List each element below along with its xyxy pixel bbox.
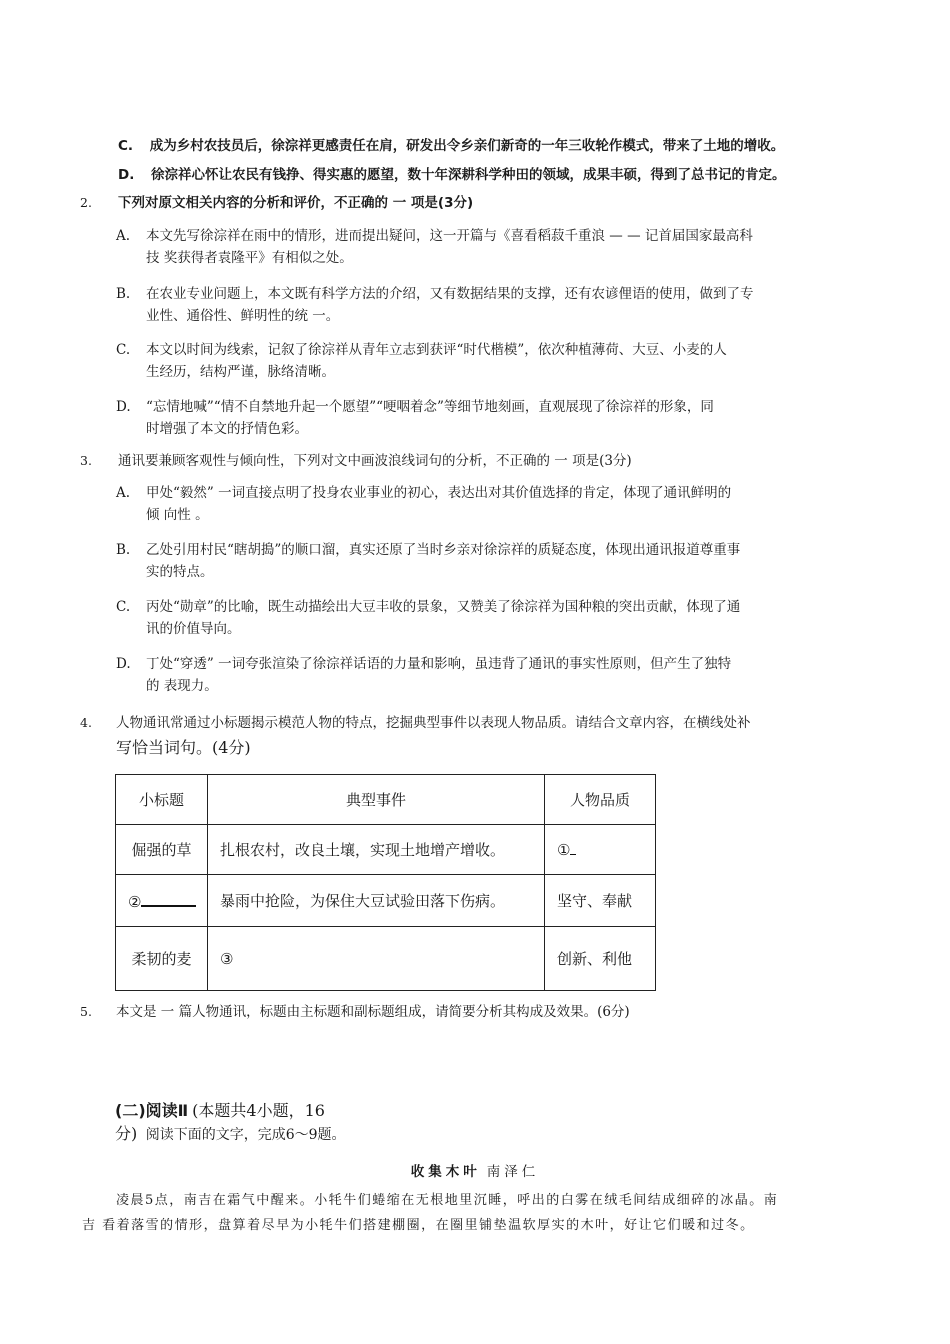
q3-option-c-line1: 丙处“勋章”的比喻，既生动描绘出大豆丰收的景象，又赞美了徐淙祥为国种粮的突出贡献，体现了通 — [146, 599, 741, 615]
section-2-line2-a: 分) — [115, 1124, 138, 1143]
story-line-1: 凌晨5点，南吉在霜气中醒来。小牦牛们蜷缩在无根地里沉睡，呼出的白雾在绒毛间结成细碎的冰晶。南 — [116, 1193, 779, 1208]
q2-option-d-label: D. — [116, 399, 131, 415]
table-cell: 柔韧的麦 — [116, 927, 208, 991]
q3-option-a-line1: 甲处“毅然” 一词直接点明了投身农业事业的初心，表达出对其价值选择的肯定，体现了通讯鲜明的 — [146, 485, 732, 501]
story-author: 南泽仁 — [486, 1164, 540, 1180]
q3-option-c — [116, 597, 876, 641]
table-row — [116, 825, 656, 875]
table-header-cell: 小标题 — [116, 775, 208, 825]
q2-number: 2. — [80, 195, 92, 210]
section-2-title-rest: (本题共4小题，16 — [192, 1101, 325, 1120]
q2-option-d-line1: “忘情地喊”“情不自禁地升起一个愿望”“哽咽着念”等细节地刻画，直观展现了徐淙祥的形象，同 — [146, 399, 714, 415]
q1-option-d-label: D. — [118, 167, 135, 183]
q2-option-a-label: A. — [116, 228, 131, 244]
q1-option-c — [118, 136, 784, 156]
q3-option-d — [116, 654, 876, 698]
answer-blank[interactable] — [141, 891, 196, 907]
q2-option-a — [116, 226, 876, 270]
section-2-line2 — [115, 1124, 346, 1145]
table-cell-blank-1[interactable] — [545, 825, 656, 875]
q4-line2: 写恰当词句。(4分) — [116, 738, 251, 757]
table-header-cell: 典型事件 — [208, 775, 545, 825]
table-cell: 创新、利他 — [545, 927, 656, 991]
q2-option-b-line1: 在农业专业问题上，本文既有科学方法的介绍，又有数据结果的支撑，还有农谚俚语的使用，做到了专 — [146, 286, 754, 302]
q3-option-b-label: B. — [116, 542, 131, 558]
q2-option-d-line2: 时增强了本文的抒情色彩。 — [146, 421, 308, 437]
table-row — [116, 875, 656, 927]
q3-option-c-label: C. — [116, 599, 131, 615]
q3-option-d-line1: 丁处“穿透” 一词夸张渲染了徐淙祥话语的力量和影响，虽违背了通讯的事实性原则，但产生了独特 — [146, 656, 732, 672]
blank-marker: ① — [557, 841, 571, 859]
q2-option-b-label: B. — [116, 286, 131, 302]
q2-option-c-line2: 生经历，结构严谨，脉络清晰。 — [146, 364, 335, 380]
blank-marker: ② — [128, 892, 142, 911]
q4-line1: 人物通讯常通过小标题揭示模范人物的特点，挖掘典型事件以表现人物品质。请结合文章内容，在横线处补 — [116, 715, 751, 731]
q3-option-b — [116, 540, 876, 584]
story-title: 收集木叶 — [410, 1164, 481, 1180]
q3-stem: 通讯要兼顾客观性与倾向性，下列对文中画波浪线词句的分析，不正确的 一 项是(3分) — [118, 453, 632, 469]
q4-table — [115, 774, 656, 991]
q5-number: 5. — [80, 1004, 92, 1019]
section-2-title: (二)阅读Ⅱ — [115, 1101, 189, 1120]
answer-blank[interactable] — [570, 840, 576, 855]
table-row — [116, 927, 656, 991]
table-header-cell: 人物品质 — [545, 775, 656, 825]
q2-option-a-line2: 技 奖获得者袁隆平》有相似之处。 — [146, 250, 353, 266]
section-2-heading — [115, 1100, 325, 1122]
q3-option-a-label: A. — [116, 485, 131, 501]
q3-option-b-line2: 实的特点。 — [146, 564, 214, 580]
q3-option-d-line2: 的 表现力。 — [146, 678, 218, 694]
q3-option-d-label: D. — [116, 656, 131, 672]
q3-option-b-line1: 乙处引用村民“瞎胡搗”的顺口溜，真实还原了当时乡亲对徐淙祥的质疑态度，体现出通讯报道尊重事 — [146, 542, 741, 558]
table-header-row — [116, 775, 656, 825]
q3-option-a-line2: 倾 向性 。 — [146, 507, 209, 523]
q3-number: 3. — [80, 453, 92, 468]
q1-option-c-text: 成为乡村农技员后，徐淙祥更感责任在肩，研发出令乡亲们新奇的一年三收轮作模式，带来了土地的增收。 — [149, 138, 785, 154]
story-line-2: 吉 看着落雪的情形，盘算着尽早为小牦牛们搭建棚圈，在圈里铺垫温软厚实的木叶，好让它们暖和过冬。 — [82, 1218, 755, 1233]
section-2-instruction: 阅读下面的文字，完成6～9题。 — [145, 1127, 346, 1143]
q1-option-d — [118, 165, 786, 185]
table-cell: 倔强的草 — [116, 825, 208, 875]
table-cell: 坚守、奉献 — [545, 875, 656, 927]
table-cell: 暴雨中抢险，为保住大豆试验田落下伤病。 — [208, 875, 545, 927]
q2-option-b-line2: 业性、通俗性、鲜明性的统 一。 — [146, 308, 340, 324]
q2-option-c-line1: 本文以时间为线索，记叙了徐淙祥从青年立志到获评“时代楷模”，依次种植薄荷、大豆、小麦的人 — [146, 342, 727, 358]
story-heading — [0, 1160, 950, 1180]
q2-option-d — [116, 397, 876, 441]
q5-text: 本文是 一 篇人物通讯，标题由主标题和副标题组成，请简要分析其构成及效果。(6分) — [116, 1004, 630, 1020]
table-cell: 扎根农村，改良土壤，实现土地增产增收。 — [208, 825, 545, 875]
q3-option-c-line2: 讯的价值导向。 — [146, 621, 241, 637]
table-cell-blank-2[interactable] — [116, 875, 208, 927]
q2-option-c — [116, 340, 876, 384]
q2-option-b — [116, 284, 876, 328]
table-cell-blank-3[interactable]: ③ — [208, 927, 545, 991]
q4-number: 4. — [80, 715, 92, 730]
q3-option-a — [116, 483, 876, 527]
q2-stem: 下列对原文相关内容的分析和评价，不正确的 一 项是(3分) — [118, 195, 474, 211]
q2-option-a-line1: 本文先写徐淙祥在雨中的情形，进而提出疑问，这一开篇与《喜看稻菽千重浪 — — 记首届国家最高科 — [146, 228, 753, 244]
q2-option-c-label: C. — [116, 342, 131, 358]
q1-option-c-label: C. — [118, 138, 134, 154]
q1-option-d-text: 徐淙祥心怀让农民有钱挣、得实惠的愿望，数十年深耕科学种田的领域，成果丰硕，得到了总书记的肯定。 — [151, 167, 786, 183]
